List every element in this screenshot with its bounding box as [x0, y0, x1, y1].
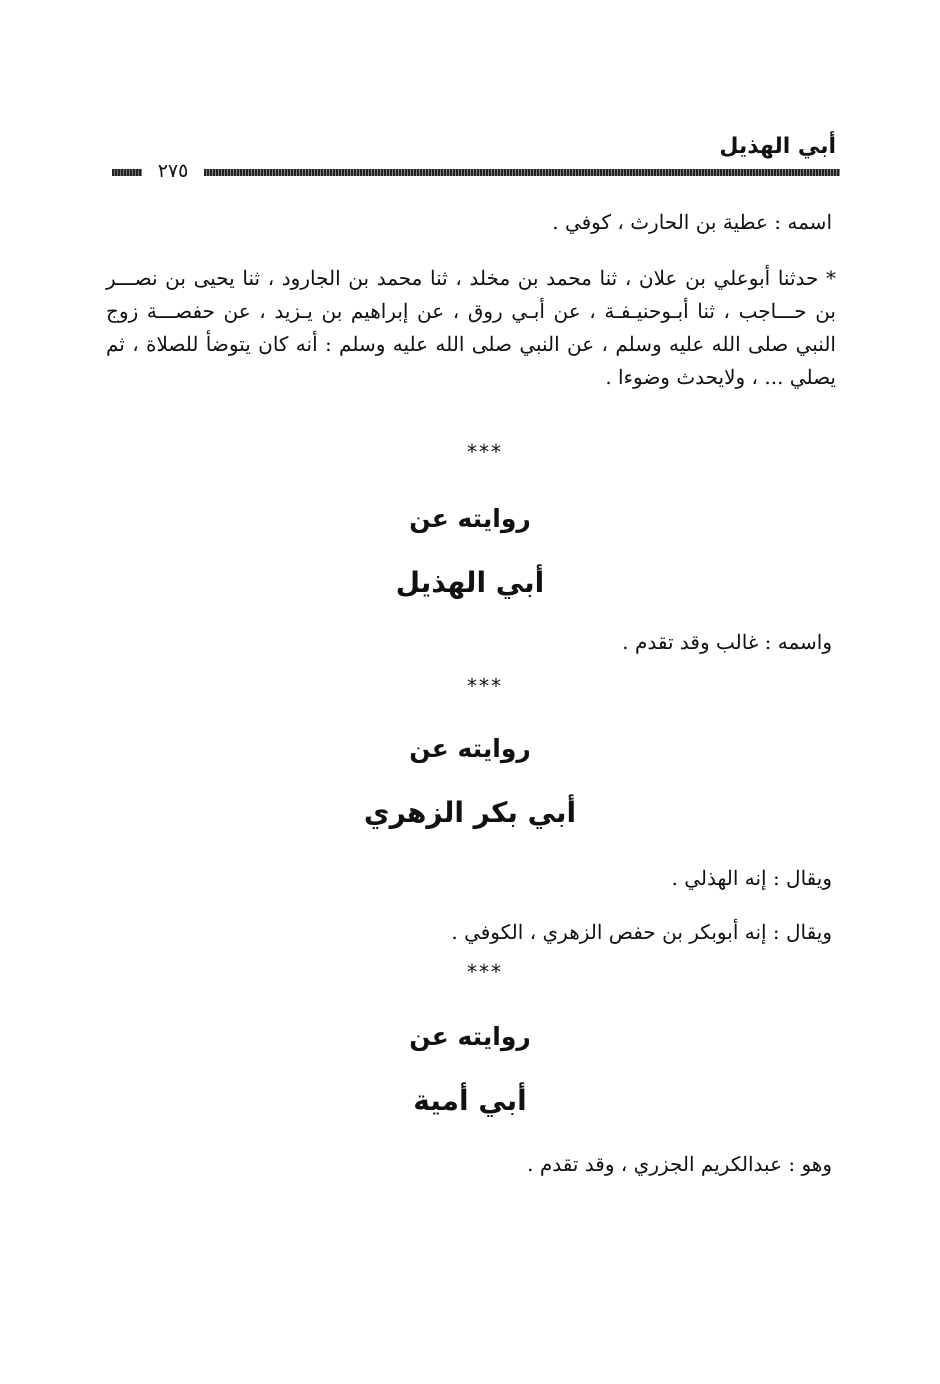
section-separator: *** — [467, 440, 503, 464]
section-text-line: واسمه : غالب وقد تقدم . — [622, 630, 832, 654]
hadith-paragraph: * حدثنا أبوعلي بن علان ، ثنا محمد بن مخلد ، ثنا محمد بن الجارود ، ثنا يحيى بن نصـــر بن حـــاجب ، ثنا أبـوحنيـفـة ، عن أبـي روق ، عن إبراهيم بن يـزيد ، عن حفصـــة زوج النبي صلى الله عليه وسلم ، عن النبي صلى الله عليه وسلم : أنه كان يتوضأ للصلاة ، ثم يصلي ... ، ولايحدث وضوءا . — [106, 266, 836, 389]
header-rule-right — [204, 169, 840, 176]
section-heading-line2: أبي أمية — [413, 1084, 527, 1117]
section-heading-line1: روايته عن — [409, 504, 531, 533]
narrator-name-line: اسمه : عطية بن الحارث ، كوفي . — [552, 210, 832, 234]
section-text-line: ويقال : إنه أبوبكر بن حفص الزهري ، الكوفي . — [451, 920, 832, 944]
header-rule — [112, 160, 840, 182]
page-number: ٢٧٥ — [157, 160, 189, 182]
section-separator: *** — [467, 960, 503, 984]
header-rule-left — [112, 169, 142, 176]
section-heading-line2: أبي بكر الزهري — [363, 796, 577, 829]
section-heading-line2: أبي الهذيل — [395, 566, 545, 599]
section-heading-line1: روايته عن — [409, 1022, 531, 1051]
section-separator: *** — [467, 674, 503, 698]
section-heading-line1: روايته عن — [409, 734, 531, 763]
section-text-line: ويقال : إنه الهذلي . — [671, 866, 832, 890]
running-header-title: أبي الهذيل — [719, 134, 836, 159]
section-text-line: وهو : عبدالكريم الجزري ، وقد تقدم . — [527, 1152, 832, 1176]
